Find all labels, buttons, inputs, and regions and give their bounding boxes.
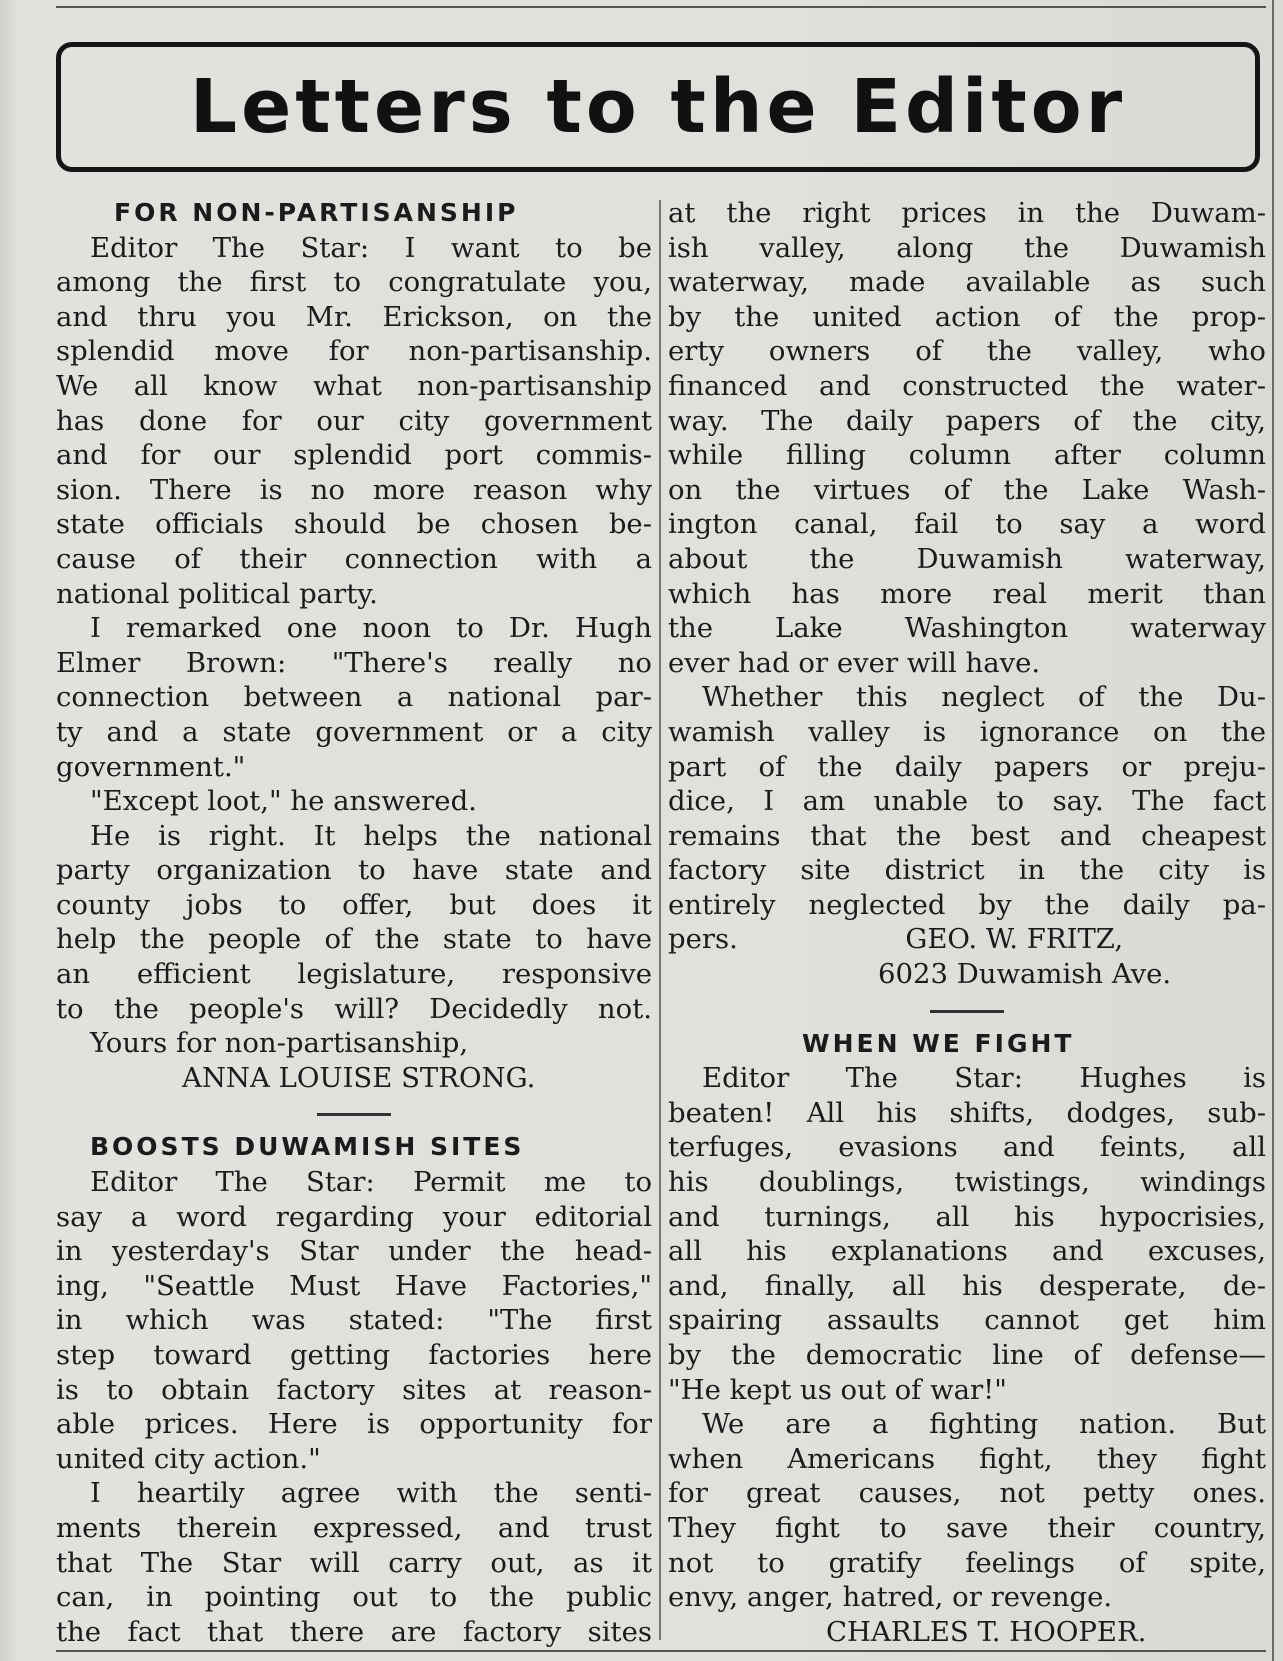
- letter-line: waterway, made available as such: [668, 266, 1266, 299]
- left-column: [56, 196, 652, 1649]
- letter-line: say a word regarding your editorial: [56, 1200, 652, 1233]
- letter-signature: CHARLES T. HOOPER.: [826, 1615, 1147, 1648]
- letter-line: Whether this neglect of the Du-: [702, 681, 1266, 714]
- letter-line: among the first to congratulate you,: [56, 266, 652, 299]
- letter-line: can, in pointing out to the public: [56, 1581, 652, 1614]
- letter-line: at the right prices in the Duwam-: [668, 197, 1266, 229]
- top-rule: [56, 6, 1266, 8]
- letter-line: able prices. Here is opportunity for: [56, 1408, 652, 1441]
- letter-heading: WHEN WE FIGHT: [802, 1028, 1075, 1058]
- letter-signature-address: 6023 Duwamish Ave.: [878, 958, 1172, 991]
- letter-line: entirely neglected by the daily pa-: [668, 888, 1266, 921]
- letter-line: has done for our city government: [56, 404, 652, 437]
- letter-line: is to obtain factory sites at reason-: [56, 1373, 652, 1406]
- letter-line: part of the daily papers or preju-: [668, 750, 1266, 783]
- letter-line: and for our splendid port commis-: [56, 439, 652, 472]
- letter-non-partisanship: [56, 196, 652, 1095]
- letter-line: ty and a state government or a city: [56, 715, 652, 748]
- letter-line: Editor The Star: I want to be: [90, 231, 652, 264]
- letter-line: Editor The Star: Permit me to: [90, 1166, 652, 1199]
- letter-signature: GEO. W. FRITZ,: [905, 923, 1124, 956]
- letter-line: Elmer Brown: "There's really no: [56, 646, 652, 679]
- letter-line: splendid move for non-partisanship.: [56, 335, 652, 368]
- letter-line: connection between a national par-: [56, 681, 652, 714]
- bottom-rule: [56, 1650, 1266, 1652]
- letter-line: He is right. It helps the national: [90, 819, 652, 852]
- letter-line: about the Duwamish waterway,: [668, 542, 1266, 575]
- column-divider: [659, 200, 661, 1640]
- letter-line: way. The daily papers of the city,: [668, 404, 1266, 437]
- letter-heading: FOR NON-PARTISANSHIP: [114, 198, 519, 227]
- letter-line: his doublings, twistings, windings: [668, 1166, 1266, 1199]
- letter-line: "He kept us out of war!": [668, 1373, 1007, 1406]
- letter-duwamish-sites-continued: [668, 196, 1266, 992]
- letter-line: beaten! All his shifts, dodges, sub-: [668, 1096, 1266, 1129]
- letter-line: all his explanations and excuses,: [668, 1235, 1266, 1268]
- letter-line: not to gratify feelings of spite,: [668, 1546, 1266, 1579]
- letter-line: by the united action of the prop-: [668, 300, 1266, 333]
- letter-line: while filling column after column: [668, 439, 1266, 472]
- letter-line: cause of their connection with a: [56, 542, 652, 575]
- letter-line: financed and constructed the water-: [668, 369, 1266, 402]
- masthead-title: Letters to the Editor: [189, 64, 1127, 150]
- section-separator: [317, 1113, 391, 1116]
- letter-line: ington canal, fail to say a word: [668, 508, 1266, 541]
- letter-line: factory site district in the city is: [668, 854, 1266, 887]
- letter-line: terfuges, evasions and feints, all: [668, 1131, 1266, 1164]
- letter-line: spairing assaults cannot get him: [668, 1304, 1266, 1337]
- letter-duwamish-sites: [56, 1130, 652, 1649]
- letter-line: ing, "Seattle Must Have Factories,": [56, 1269, 652, 1302]
- letter-line: I remarked one noon to Dr. Hugh: [90, 612, 652, 645]
- letter-line: government.": [56, 750, 246, 783]
- letter-line: national political party.: [56, 577, 378, 610]
- letter-line: sion. There is no more reason why: [56, 473, 652, 506]
- letter-line: state officials should be chosen be-: [56, 508, 652, 541]
- letter-line: We are a fighting nation. But: [702, 1408, 1266, 1441]
- letter-line: party organization to have state and: [56, 854, 652, 887]
- letter-line: on the virtues of the Lake Wash-: [668, 473, 1266, 506]
- masthead-box: [56, 42, 1260, 172]
- letter-when-we-fight: [668, 1027, 1266, 1650]
- letter-line: the Lake Washington waterway: [668, 612, 1266, 645]
- letter-line: which has more real merit than: [668, 577, 1266, 610]
- letter-line: wamish valley is ignorance on the: [668, 715, 1266, 748]
- letter-line: county jobs to offer, but does it: [56, 888, 652, 921]
- letter-signature: ANNA LOUISE STRONG.: [182, 1061, 536, 1094]
- letter-line: for great causes, not petty ones.: [668, 1477, 1266, 1510]
- letter-line: "Except loot," he answered.: [90, 785, 477, 818]
- letter-line: erty owners of the valley, who: [668, 335, 1266, 368]
- letter-line: to the people's will? Decidedly not.: [56, 992, 652, 1025]
- letter-line: the fact that there are factory sites: [56, 1615, 652, 1648]
- letter-line: in which was stated: "The first: [56, 1304, 652, 1337]
- letter-signature-line: [668, 922, 1266, 957]
- letter-line: I heartily agree with the senti-: [90, 1477, 652, 1510]
- letter-line: and thru you Mr. Erickson, on the: [56, 300, 652, 333]
- letter-line: ever had or ever will have.: [668, 646, 1041, 679]
- right-column-rule: [1272, 0, 1274, 1661]
- letter-line: in yesterday's Star under the head-: [56, 1235, 652, 1268]
- letter-line: and, finally, all his desperate, de-: [668, 1269, 1266, 1302]
- letter-line: ments therein expressed, and trust: [56, 1511, 652, 1544]
- letter-line: step toward getting factories here: [56, 1339, 652, 1371]
- letter-line: remains that the best and cheapest: [668, 819, 1266, 852]
- letter-line: Editor The Star: Hughes is: [702, 1062, 1266, 1095]
- letter-line: that The Star will carry out, as it: [56, 1546, 652, 1579]
- letter-line: help the people of the state to have: [56, 923, 652, 956]
- letter-line: an efficient legislature, responsive: [56, 958, 652, 991]
- right-column: [668, 196, 1266, 1649]
- letter-heading: BOOSTS DUWAMISH SITES: [90, 1132, 525, 1162]
- letter-line: envy, anger, hatred, or revenge.: [668, 1581, 1113, 1614]
- letter-line: and turnings, all his hypocrisies,: [668, 1200, 1266, 1233]
- letter-line: by the democratic line of defense—: [668, 1339, 1266, 1371]
- letter-line: pers.: [668, 923, 738, 956]
- section-separator: [930, 1010, 1004, 1013]
- letter-line: We all know what non-partisanship: [56, 369, 652, 402]
- letter-line: ish valley, along the Duwamish: [668, 231, 1266, 264]
- letter-line: Yours for non-partisanship,: [90, 1027, 469, 1060]
- letter-line: when Americans fight, they fight: [668, 1442, 1266, 1475]
- letter-line: dice, I am unable to say. The fact: [668, 785, 1266, 818]
- letter-line: united city action.": [56, 1442, 321, 1475]
- letter-line: They fight to save their country,: [668, 1511, 1266, 1544]
